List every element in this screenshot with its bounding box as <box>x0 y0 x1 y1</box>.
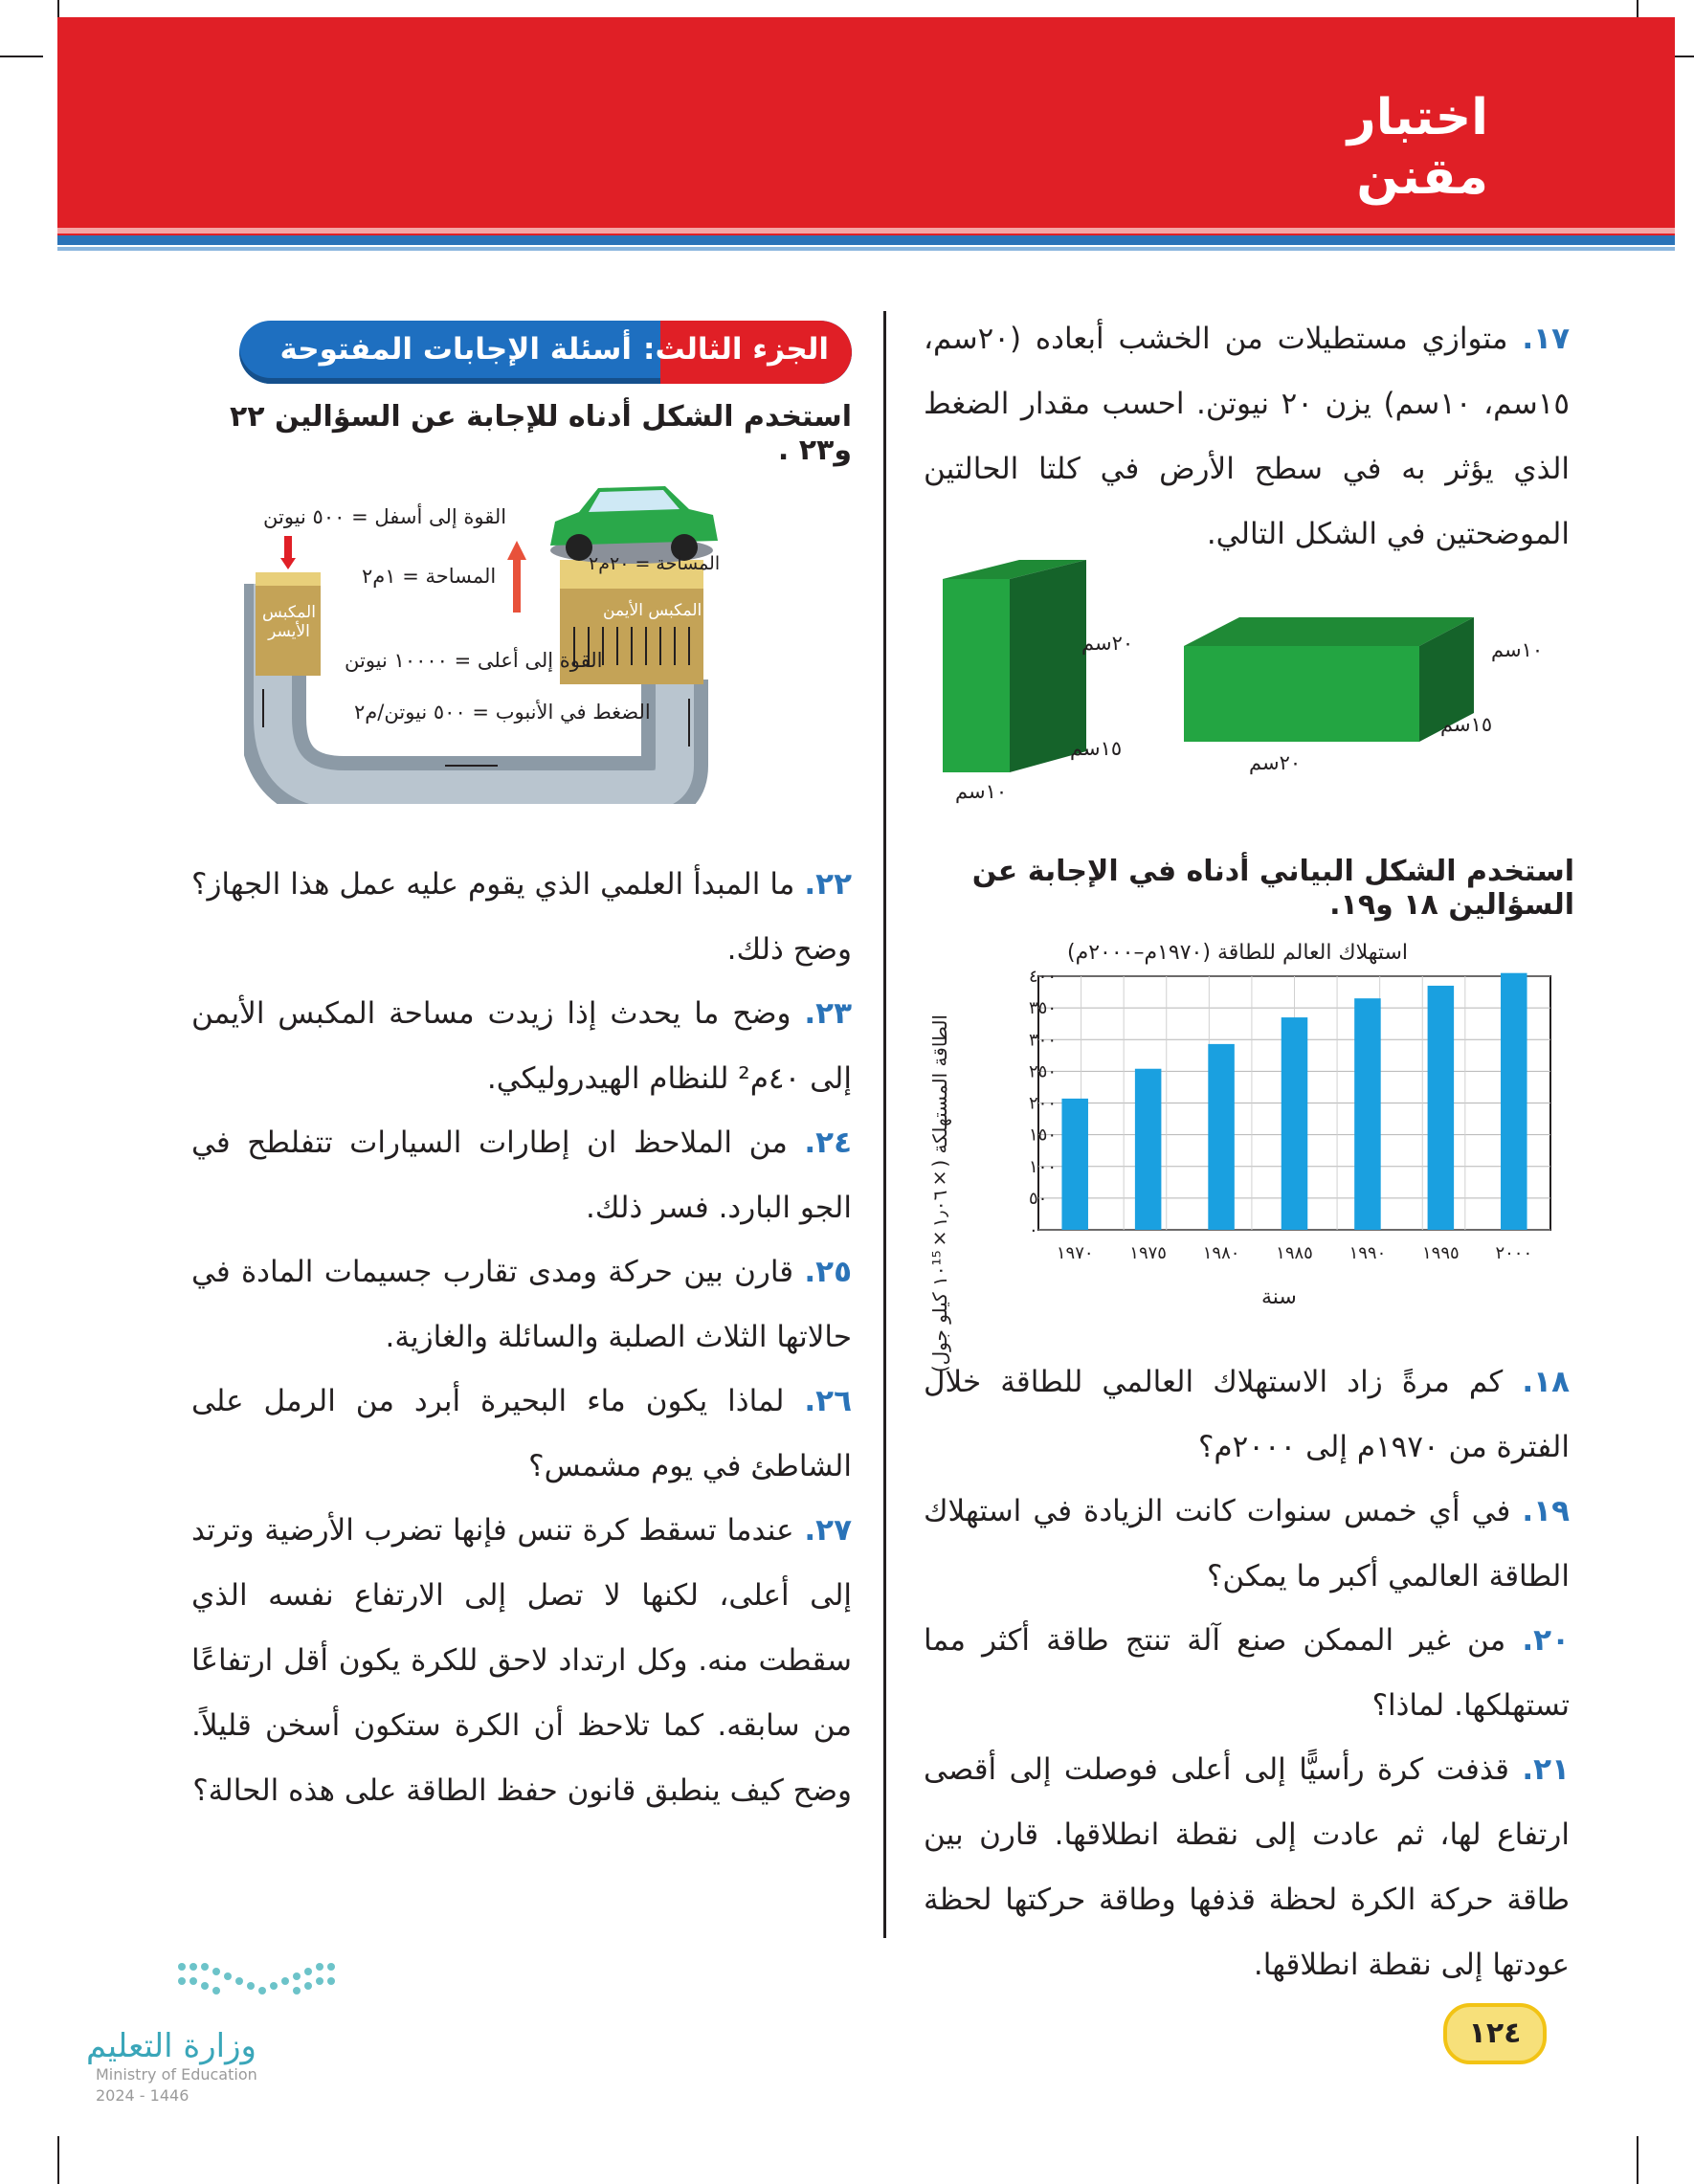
chart-x-tick-label: ٢٠٠٠ <box>1495 1243 1533 1263</box>
question-text: من الملاحظ ان إطارات السيارات تتفلطح في الجو البارد. فسر ذلك. <box>191 1125 852 1225</box>
header-stripe <box>57 235 1675 245</box>
question-text: قارن بين حركة ومدى تقارب جسيمات المادة في حالاتها الثلاث الصلبة والسائلة والغازية. <box>191 1255 852 1354</box>
chart-bar <box>1135 1069 1162 1230</box>
chart-y-tick-label: ٠ <box>1029 1220 1038 1240</box>
page-title-line2: مقنن <box>1356 148 1488 206</box>
question-text: عندما تسقط كرة تنس فإنها تضرب الأرضية وترتد إلى أعلى، لكنها لا تصل إلى الارتفاع نفسه الذي سقطت منه. وكل ارتداد لاحق للكرة يكون أقل ارتفاعًا من سابقه. كما تلاحظ أن الكرة ستكون أسخن قليلاً. وضح كيف ينطبق قانون حفظ الطاقة على هذه الحالة؟ <box>191 1513 852 1808</box>
brick-dim-label: ١٥سم <box>1440 713 1493 736</box>
chart-y-tick-label: ٢٠٠ <box>1029 1093 1058 1114</box>
brick-front-face <box>1184 646 1419 742</box>
question-20 <box>924 1608 1570 1738</box>
hydraulic-label: المكبس الأيمن <box>603 601 702 620</box>
chart-x-tick-label: ١٩٩٥ <box>1422 1243 1460 1263</box>
edition-year: 2024 - 1446 <box>96 2086 189 2105</box>
question-number: ٢٥. <box>804 1255 853 1289</box>
chart-bar <box>1428 986 1455 1230</box>
hydraulic-instruction: استخدم الشكل أدناه للإجابة عن السؤالين ٢٢ و٢٣ . <box>229 400 852 467</box>
crop-mark <box>0 56 43 57</box>
question-number: ٢٤. <box>804 1125 852 1160</box>
section-title: أسئلة الإجابات المفتوحة <box>279 332 632 367</box>
chart-x-tick-label: ١٩٩٠ <box>1349 1243 1387 1263</box>
page-title-line1: اختبار <box>1347 89 1488 146</box>
question-number: ٢٠. <box>1522 1623 1571 1658</box>
question-number: ٢٣. <box>804 996 852 1031</box>
hydraulic-label: المكبس الأيسر <box>262 603 316 641</box>
brick-front-face <box>943 579 1010 772</box>
question-text: ما المبدأ العلمي الذي يقوم عليه عمل هذا الجهاز؟ وضح ذلك. <box>191 867 852 967</box>
question-number: ١٩. <box>1522 1494 1570 1528</box>
question-22 <box>191 852 852 982</box>
question-text: وضح ما يحدث إذا زيدت مساحة المكبس الأيمن إلى ٤٠م² للنظام الهيدروليكي. <box>191 996 852 1096</box>
header-stripe <box>57 228 1675 234</box>
question-number: ٢٧. <box>804 1513 852 1548</box>
ministry-name-en: Ministry of Education <box>96 2065 257 2084</box>
energy-bar-chart <box>957 957 1570 1282</box>
question-text: لماذا يكون ماء البحيرة أبرد من الرمل على الشاطئ في يوم مشمس؟ <box>191 1384 852 1483</box>
chart-y-tick-label: ٣٠٠ <box>1029 1030 1058 1051</box>
question-text: من غير الممكن صنع آلة تنتج طاقة أكثر مما تستهلكها. لماذا؟ <box>924 1623 1570 1723</box>
force-down-arrow <box>280 536 296 569</box>
hydraulic-label: القوة إلى أعلى = ١٠٠٠٠ نيوتن <box>345 649 603 672</box>
section-part: الجزء الثالث: <box>643 332 829 367</box>
question-number: ٢١. <box>1522 1752 1570 1787</box>
question-text: في أي خمس سنوات كانت الزيادة في استهلاك الطاقة العالمي أكبر ما يمكن؟ <box>924 1494 1570 1593</box>
question-number: ١٧. <box>1522 322 1570 356</box>
page-title <box>1278 88 1488 207</box>
section-header <box>239 321 852 384</box>
brick-dim-label: ١٠سم <box>955 780 1008 803</box>
chart-x-tick-label: ١٩٨٥ <box>1276 1243 1313 1263</box>
question-26 <box>191 1369 852 1499</box>
car-icon <box>550 486 718 564</box>
question-21 <box>924 1737 1570 1997</box>
chart-y-tick-label: ١٥٠ <box>1029 1125 1058 1146</box>
chart-y-tick-label: ٥٠ <box>1029 1188 1048 1209</box>
question-number: ٢٦. <box>804 1384 853 1418</box>
brick-dim-label: ٢٠سم <box>1249 751 1302 774</box>
chart-x-axis-label: سنة <box>1261 1285 1297 1309</box>
question-number: ١٨. <box>1522 1365 1570 1399</box>
chart-title: استهلاك العالم للطاقة (١٩٧٠م–٢٠٠٠م) <box>1067 941 1409 965</box>
question-27 <box>191 1498 852 1823</box>
hydraulic-label: الضغط في الأنبوب = ٥٠٠ نيوتن/م٢ <box>354 701 651 724</box>
question-23 <box>191 981 852 1111</box>
question-number: ٢٢. <box>804 867 852 902</box>
brick-upright <box>943 560 1086 772</box>
question-24 <box>191 1110 852 1240</box>
chart-x-tick-label: ١٩٧٥ <box>1129 1243 1167 1263</box>
chart-bar <box>1061 1099 1088 1230</box>
question-17 <box>924 306 1570 567</box>
chart-y-axis-label: الطاقة المستهلكة (×١٫٠٦×١٠¹⁵ كيلو جول) <box>928 1014 951 1373</box>
chart-y-tick-label: ٤٠٠ <box>1029 967 1058 987</box>
chart-x-tick-label: ١٩٧٠ <box>1056 1243 1094 1263</box>
ministry-name-ar: وزارة التعليم <box>86 2027 256 2065</box>
chart-bar <box>1208 1044 1235 1230</box>
question-19 <box>924 1479 1570 1609</box>
hydraulic-label: المساحة = ١م٢ <box>362 565 497 588</box>
column-divider <box>883 311 886 1938</box>
chart-bar <box>1354 998 1381 1230</box>
bricks-figure <box>933 560 1527 809</box>
question-25 <box>191 1239 852 1370</box>
chart-bar <box>1501 973 1527 1230</box>
question-text: متوازي مستطيلات من الخشب أبعاده (٢٠سم، ١٥سم، ١٠سم) يزن ٢٠ نيوتن. احسب مقدار الضغط الذي يؤثر به في سطح الأرض في كلتا الحالتين الموضحتين في الشكل التالي. <box>924 322 1571 551</box>
chart-x-tick-label: ١٩٨٠ <box>1202 1243 1240 1263</box>
brick-dim-label: ١٥سم <box>1070 737 1123 760</box>
chart-bar <box>1282 1017 1308 1230</box>
brick-dim-label: ٢٠سم <box>1081 632 1134 655</box>
brick-dim-label: ١٠سم <box>1491 638 1544 661</box>
question-text: قذفت كرة رأسيًّا إلى أعلى فوصلت إلى أقصى ارتفاع لها، ثم عادت إلى نقطة انطلاقها. قارن بين طاقة حركة الكرة لحظة قذفها وطاقة حركتها لحظة عودتها إلى نقطة انطلاقها. <box>924 1752 1570 1982</box>
force-up-arrow <box>507 541 526 613</box>
chart-y-tick-label: ٣٥٠ <box>1029 998 1058 1019</box>
header-stripe <box>57 247 1675 251</box>
ministry-logo-icon <box>172 1952 345 2010</box>
chart-y-tick-label: ٢٥٠ <box>1029 1061 1058 1082</box>
hydraulic-label: القوة إلى أسفل = ٥٠٠ نيوتن <box>263 505 507 528</box>
left-piston-cap <box>256 572 321 586</box>
page-number: ١٢٤ <box>1443 2003 1547 2064</box>
crop-mark <box>1637 2136 1638 2184</box>
question-18 <box>924 1349 1570 1480</box>
chart-instruction: استخدم الشكل البياني أدناه في الإجابة عن السؤالين ١٨ و١٩. <box>971 855 1574 922</box>
hydraulic-label: المساحة = ٢٠م٢ <box>589 553 721 574</box>
question-text: كم مرةً زاد الاستهلاك العالمي للطاقة خلال الفترة من ١٩٧٠م إلى ٢٠٠٠م؟ <box>924 1365 1570 1464</box>
chart-y-tick-label: ١٠٠ <box>1029 1156 1058 1177</box>
crop-mark <box>57 2136 59 2184</box>
brick-flat <box>1184 617 1474 742</box>
